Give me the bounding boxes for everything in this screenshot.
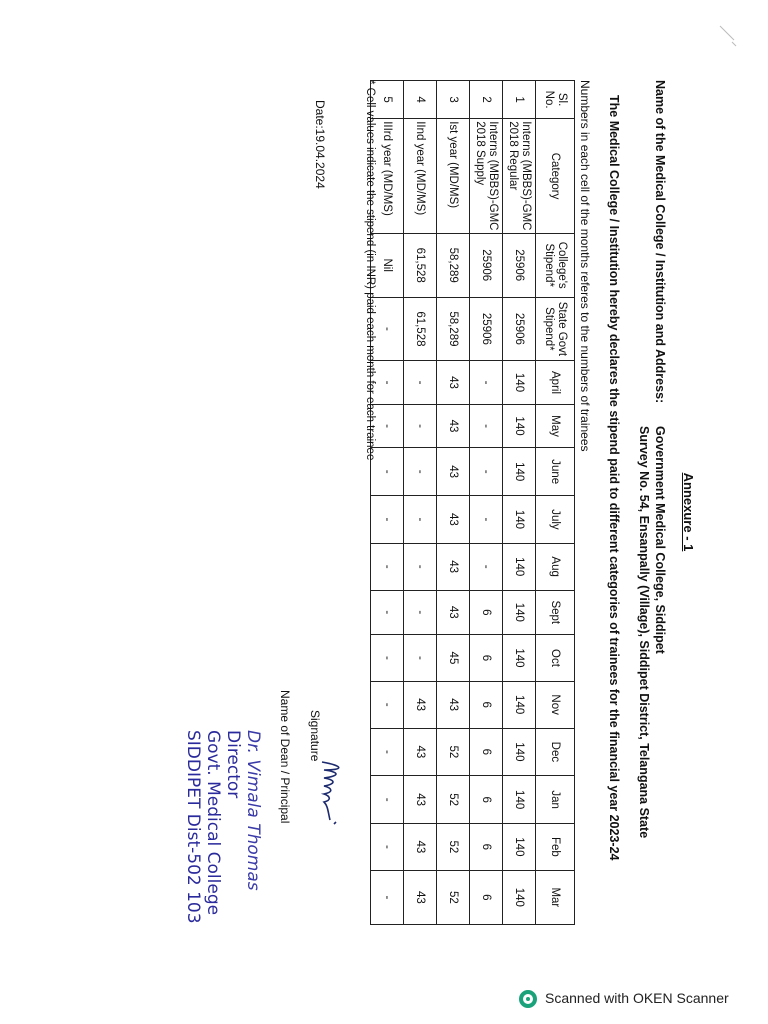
stipend-table [370,80,575,925]
table-cell: - [404,448,437,496]
header-cell: Nov [536,681,575,728]
table-row [503,81,536,925]
header-cell: Aug [536,543,575,590]
table-cell: - [371,824,404,871]
table-cell: 140 [503,681,536,728]
category-cell: Ist year (MD/MS) [437,119,470,234]
table-note: Numbers in each cell of the months referes to the numbers of trainees [578,80,592,452]
table-cell: 140 [503,404,536,448]
table-cell: 140 [503,448,536,496]
table-cell: - [371,681,404,728]
table-cell: - [371,404,404,448]
table-cell: 6 [470,590,503,635]
header-cell: Sept [536,590,575,635]
footnote: * Cell values indicate the stipend (in INR) paid each month for each trainee [364,80,376,461]
table-cell: - [371,776,404,824]
table-body [371,81,536,925]
table-cell: 140 [503,361,536,405]
header-cell: Dec [536,728,575,776]
stamp-college: Govt. Medical College [203,730,223,916]
table-cell: 6 [470,728,503,776]
table-cell: - [404,496,437,544]
header-cell: May [536,404,575,448]
scanner-watermark: Scanned with OKEN Scanner [545,990,729,1006]
table-cell: 43 [437,681,470,728]
table-cell: 52 [437,870,470,924]
official-stamp [183,730,263,924]
table-cell: - [371,448,404,496]
table-cell: - [470,543,503,590]
table-cell: - [371,496,404,544]
handwritten-signature [310,760,350,830]
category-cell: IInd year (MD/MS) [404,119,437,234]
table-cell: - [470,404,503,448]
table-cell: - [404,404,437,448]
header-cell: Oct [536,635,575,682]
table-row [404,81,437,925]
table-cell: 6 [470,681,503,728]
table-cell: 1 [503,81,536,119]
table-cell: 4 [404,81,437,119]
table-cell: 61,528 [404,297,437,361]
stamp-address: SIDDIPET Dist-502 103 [183,730,203,924]
table-cell: - [371,361,404,405]
category-cell: Interns (MBBS)-GMC 2018 Supply [470,119,503,234]
header-cell: College's Stipend* [536,233,575,297]
table-cell: 140 [503,728,536,776]
table-cell: 140 [503,543,536,590]
table-cell: 43 [404,776,437,824]
table-cell: 43 [437,590,470,635]
table-cell: - [470,448,503,496]
table-cell: 43 [404,870,437,924]
oken-scanner-logo-icon [518,989,538,1009]
table-cell: 2 [470,81,503,119]
table-cell: Nil [371,233,404,297]
category-cell: IIIrd year (MD/MS) [371,119,404,234]
table-cell: 43 [404,681,437,728]
header-cell: July [536,496,575,544]
header-cell: State Govt Stipend* [536,297,575,361]
table-cell: 45 [437,635,470,682]
category-cell: Interns (MBBS)-GMC 2018 Regular [503,119,536,234]
dean-label: Name of Dean / Principal [278,690,292,824]
table-cell: 43 [437,543,470,590]
table-row [470,81,503,925]
table-cell: - [371,297,404,361]
table-cell: 25906 [503,233,536,297]
table-cell: 43 [404,824,437,871]
table-cell: - [371,635,404,682]
table-cell: 58,289 [437,233,470,297]
declaration-text: The Medical College / Institution hereby declares the stipend paid to different categories of trainees for the financial year 2023-24 [607,95,621,861]
header-cell: April [536,361,575,405]
table-cell: 43 [437,496,470,544]
annexure-title: Annexure - 1 [681,472,696,552]
table-cell: 25906 [470,297,503,361]
header-cell: June [536,448,575,496]
table-cell: 25906 [503,297,536,361]
handwritten-name: Dr. Vimala Thomas [243,730,263,891]
table-cell: - [470,496,503,544]
table-cell: 3 [437,81,470,119]
table-cell: 140 [503,824,536,871]
table-cell: - [404,635,437,682]
table-cell: - [371,590,404,635]
table-cell: 43 [437,404,470,448]
table-cell: 140 [503,776,536,824]
signature-label: Signature [308,710,322,762]
table-header-row [536,81,575,925]
table-cell: 25906 [470,233,503,297]
table-cell: - [404,361,437,405]
header-cell: Category [536,119,575,234]
table-cell: 140 [503,635,536,682]
institution-name: Government Medical College, Siddipet [653,426,667,654]
header-cell: Mar [536,870,575,924]
table-cell: 61,528 [404,233,437,297]
table-cell: 6 [470,870,503,924]
table-row [437,81,470,925]
stamp-title: Director [223,730,243,799]
table-cell: 140 [503,590,536,635]
header-cell: Sl. No. [536,81,575,119]
table-cell: 43 [437,448,470,496]
table-cell: 43 [404,728,437,776]
table-cell: 43 [437,361,470,405]
institution-address: Survey No. 54, Ensanpally (Village), Siddipet District, Telangana State [637,426,651,839]
table-cell: - [371,543,404,590]
header-cell: Feb [536,824,575,871]
table-cell: - [371,870,404,924]
table-cell: - [371,728,404,776]
institution-name-label: Name of the Medical College / Institution and Address: [653,80,667,404]
table-cell: 140 [503,496,536,544]
table-cell: - [404,543,437,590]
table-cell: 5 [371,81,404,119]
table-cell: - [470,361,503,405]
table-cell: 52 [437,728,470,776]
table-cell: 140 [503,870,536,924]
table-cell: 52 [437,776,470,824]
header-cell: Jan [536,776,575,824]
table-cell: 6 [470,824,503,871]
table-cell: - [404,590,437,635]
table-cell: 52 [437,824,470,871]
table-cell: 6 [470,776,503,824]
table-cell: 58,289 [437,297,470,361]
table-cell: 6 [470,635,503,682]
document-date: Date:19.04.2024 [313,100,327,189]
